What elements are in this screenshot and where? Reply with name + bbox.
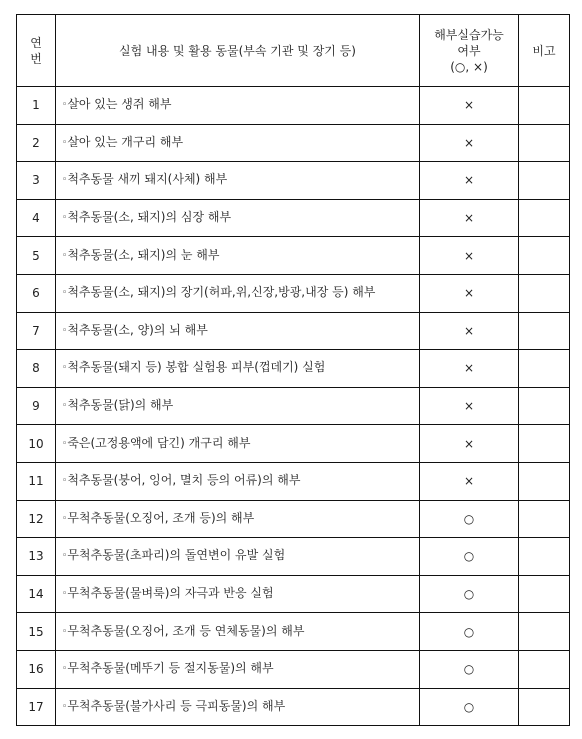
row-content-cell	[56, 462, 420, 500]
row-number: 6	[17, 274, 56, 312]
row-number: 8	[17, 350, 56, 388]
header-possible	[420, 15, 519, 87]
bullet-prefix: ◦	[62, 250, 68, 261]
row-content: 척추동물(돼지 등) 봉합 실험용 피부(껍데기) 실험	[67, 360, 326, 375]
row-content-cell	[56, 274, 420, 312]
row-content-cell	[56, 237, 420, 275]
row-content-cell	[56, 688, 420, 726]
header-number-line1: 연	[30, 35, 42, 50]
row-number: 5	[17, 237, 56, 275]
row-content: 죽은(고정용액에 담긴) 개구리 해부	[67, 435, 251, 450]
row-possible-mark: ×	[420, 124, 519, 162]
table-row	[17, 425, 570, 463]
row-content-cell	[56, 575, 420, 613]
row-note	[519, 688, 570, 726]
header-possible-line2: 여부	[457, 43, 481, 58]
table-row	[17, 274, 570, 312]
row-possible-mark: ○	[420, 538, 519, 576]
row-note	[519, 162, 570, 200]
row-content: 척추동물(닭)의 해부	[67, 398, 174, 413]
table-body	[17, 87, 570, 726]
bullet-prefix: ◦	[62, 701, 68, 712]
header-possible-line3: (○, ×)	[450, 59, 488, 74]
table-row	[17, 124, 570, 162]
header-content: 실험 내용 및 활용 동물(부속 기관 및 장기 등)	[56, 15, 420, 87]
row-note	[519, 650, 570, 688]
row-possible-mark: ○	[420, 613, 519, 651]
row-content: 척추동물(소, 돼지)의 심장 해부	[67, 210, 232, 225]
row-note	[519, 124, 570, 162]
table-row	[17, 87, 570, 125]
row-possible-mark: ×	[420, 425, 519, 463]
row-content-cell	[56, 650, 420, 688]
row-possible-mark: ×	[420, 350, 519, 388]
row-number: 9	[17, 387, 56, 425]
row-possible-mark: ×	[420, 274, 519, 312]
bullet-prefix: ◦	[62, 363, 68, 374]
bullet-prefix: ◦	[62, 551, 68, 562]
row-note	[519, 387, 570, 425]
row-content: 척추동물(소, 돼지)의 눈 해부	[67, 247, 220, 262]
row-number: 17	[17, 688, 56, 726]
header-possible-line1: 해부실습가능	[434, 27, 504, 42]
bullet-prefix: ◦	[62, 288, 68, 299]
row-number: 16	[17, 650, 56, 688]
bullet-prefix: ◦	[62, 175, 68, 186]
row-possible-mark: ○	[420, 575, 519, 613]
row-note	[519, 274, 570, 312]
row-number: 13	[17, 538, 56, 576]
table-row	[17, 387, 570, 425]
row-possible-mark: ×	[420, 162, 519, 200]
row-possible-mark: ○	[420, 500, 519, 538]
table-row	[17, 688, 570, 726]
row-number: 7	[17, 312, 56, 350]
row-content-cell	[56, 199, 420, 237]
table-row	[17, 650, 570, 688]
row-note	[519, 87, 570, 125]
bullet-prefix: ◦	[62, 664, 68, 675]
table-row	[17, 199, 570, 237]
row-content: 무척추동물(불가사리 등 극피동물)의 해부	[67, 698, 286, 713]
table-row	[17, 462, 570, 500]
row-content: 무척추동물(오징어, 조개 등)의 해부	[67, 510, 255, 525]
row-number: 4	[17, 199, 56, 237]
header-number-line2: 번	[30, 51, 42, 66]
row-note	[519, 237, 570, 275]
row-possible-mark: ×	[420, 199, 519, 237]
row-possible-mark: ○	[420, 688, 519, 726]
row-number: 11	[17, 462, 56, 500]
bullet-prefix: ◦	[62, 100, 68, 111]
row-note	[519, 575, 570, 613]
table-row	[17, 613, 570, 651]
row-content-cell	[56, 425, 420, 463]
row-note	[519, 613, 570, 651]
row-content: 무척추동물(메뚜기 등 절지동물)의 해부	[67, 661, 274, 676]
row-possible-mark: ×	[420, 462, 519, 500]
table-row	[17, 312, 570, 350]
header-row	[17, 15, 570, 87]
row-content: 무척추동물(초파리)의 돌연변이 유발 실험	[67, 548, 286, 563]
bullet-prefix: ◦	[62, 438, 68, 449]
row-possible-mark: ×	[420, 387, 519, 425]
row-content: 척추동물 새끼 돼지(사체) 해부	[67, 172, 228, 187]
row-number: 10	[17, 425, 56, 463]
row-note	[519, 312, 570, 350]
bullet-prefix: ◦	[62, 626, 68, 637]
bullet-prefix: ◦	[62, 589, 68, 600]
row-content: 살아 있는 생쥐 해부	[67, 97, 172, 112]
dissection-practice-table	[16, 14, 570, 726]
row-content: 무척추동물(물벼룩)의 자극과 반응 실험	[67, 586, 274, 601]
row-note	[519, 462, 570, 500]
row-possible-mark: ×	[420, 87, 519, 125]
row-note	[519, 199, 570, 237]
header-note: 비고	[519, 15, 570, 87]
row-content-cell	[56, 87, 420, 125]
table-row	[17, 162, 570, 200]
row-content: 척추동물(붕어, 잉어, 멸치 등의 어류)의 해부	[67, 473, 301, 488]
header-number	[17, 15, 56, 87]
row-content: 척추동물(소, 돼지)의 장기(허파,위,신장,방광,내장 등) 해부	[67, 285, 376, 300]
bullet-prefix: ◦	[62, 325, 68, 336]
row-number: 14	[17, 575, 56, 613]
row-number: 12	[17, 500, 56, 538]
row-content-cell	[56, 312, 420, 350]
row-number: 1	[17, 87, 56, 125]
row-note	[519, 350, 570, 388]
row-possible-mark: ×	[420, 312, 519, 350]
row-possible-mark: ○	[420, 650, 519, 688]
row-content-cell	[56, 124, 420, 162]
row-content: 척추동물(소, 양)의 뇌 해부	[67, 322, 208, 337]
row-content: 무척추동물(오징어, 조개 등 연체동물)의 해부	[67, 623, 305, 638]
row-number: 15	[17, 613, 56, 651]
table-row	[17, 575, 570, 613]
bullet-prefix: ◦	[62, 513, 68, 524]
table-row	[17, 237, 570, 275]
row-content-cell	[56, 387, 420, 425]
table-row	[17, 350, 570, 388]
table-row	[17, 500, 570, 538]
bullet-prefix: ◦	[62, 137, 68, 148]
row-note	[519, 538, 570, 576]
row-possible-mark: ×	[420, 237, 519, 275]
table-row	[17, 538, 570, 576]
row-content-cell	[56, 538, 420, 576]
bullet-prefix: ◦	[62, 213, 68, 224]
row-number: 2	[17, 124, 56, 162]
row-note	[519, 425, 570, 463]
row-note	[519, 500, 570, 538]
row-content-cell	[56, 350, 420, 388]
row-number: 3	[17, 162, 56, 200]
bullet-prefix: ◦	[62, 476, 68, 487]
row-content-cell	[56, 613, 420, 651]
row-content-cell	[56, 162, 420, 200]
row-content-cell	[56, 500, 420, 538]
row-content: 살아 있는 개구리 해부	[67, 134, 184, 149]
bullet-prefix: ◦	[62, 401, 68, 412]
